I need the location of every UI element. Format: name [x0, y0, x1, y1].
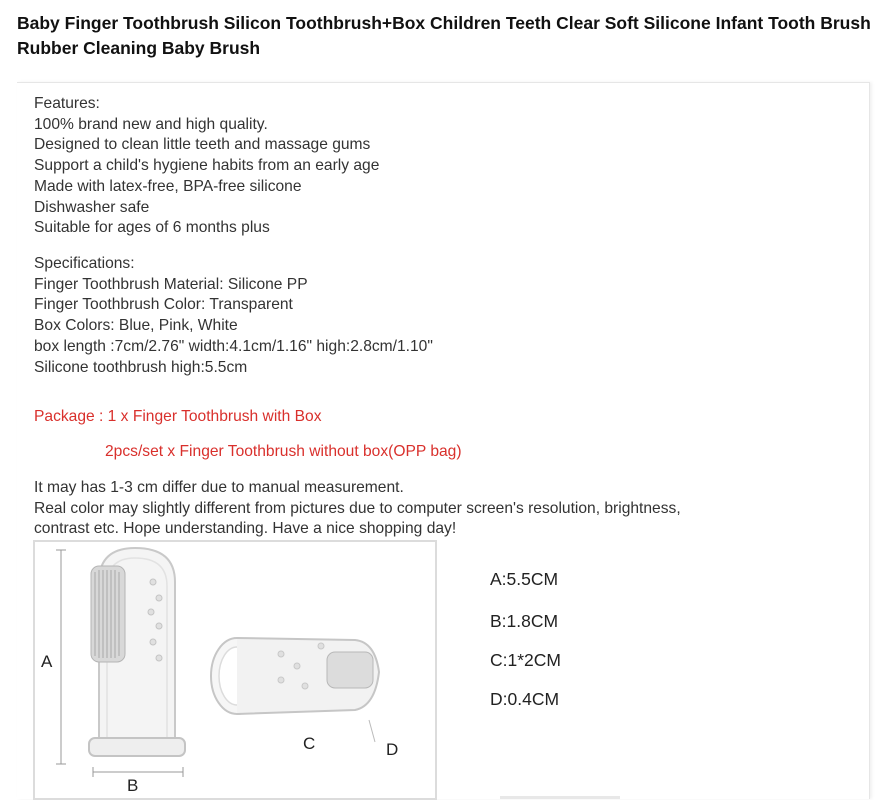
- package-line-2: 2pcs/set x Finger Toothbrush without box(OPP bag): [105, 443, 462, 460]
- package-line-1: Package : 1 x Finger Toothbrush with Box: [34, 408, 322, 425]
- spec-item: Silicone toothbrush high:5.5cm: [34, 358, 248, 376]
- toothbrush-diagram: [33, 540, 437, 800]
- measurement-note: [34, 478, 681, 540]
- note-line: It may has 1-3 cm differ due to manual measurement.: [34, 479, 404, 496]
- feature-item: Designed to clean little teeth and massage gums: [34, 136, 371, 154]
- label-c: C: [303, 734, 316, 753]
- dimension-b: B:1.8CM: [490, 611, 559, 631]
- specifications-section: [34, 254, 433, 378]
- spec-item: Finger Toothbrush Material: Silicone PP: [34, 275, 308, 293]
- feature-item: 100% brand new and high quality.: [34, 115, 268, 133]
- label-d: D: [386, 740, 399, 759]
- feature-item: Support a child's hygiene habits from an early age: [34, 157, 380, 175]
- spec-item: Finger Toothbrush Color: Transparent: [34, 296, 293, 314]
- spec-item: Box Colors: Blue, Pink, White: [34, 317, 238, 335]
- dimension-c: C:1*2CM: [490, 650, 561, 670]
- toothbrush-illustration: [35, 542, 435, 798]
- note-line: contrast etc. Hope understanding. Have a nice shopping day!: [34, 520, 457, 538]
- note-line: Real color may slightly different from pictures due to computer screen's resolution, brightness,: [34, 499, 681, 517]
- label-b: B: [127, 776, 139, 795]
- dimension-a: A:5.5CM: [490, 569, 559, 589]
- features-heading: Features:: [34, 95, 100, 112]
- features-section: [34, 94, 379, 239]
- feature-item: Made with latex-free, BPA-free silicone: [34, 177, 302, 195]
- feature-item: Suitable for ages of 6 months plus: [34, 219, 270, 237]
- dimension-d: D:0.4CM: [490, 689, 560, 709]
- label-a: A: [41, 652, 53, 671]
- product-title: Baby Finger Toothbrush Silicon Toothbrush+Box Children Teeth Clear Soft Silicone Infant Tooth Brush Rubber Cleaning Baby Brush: [17, 13, 871, 58]
- feature-item: Dishwasher safe: [34, 198, 150, 216]
- spec-item: box length :7cm/2.76" width:4.1cm/1.16" high:2.8cm/1.10": [34, 337, 433, 355]
- specifications-heading: Specifications:: [34, 255, 135, 272]
